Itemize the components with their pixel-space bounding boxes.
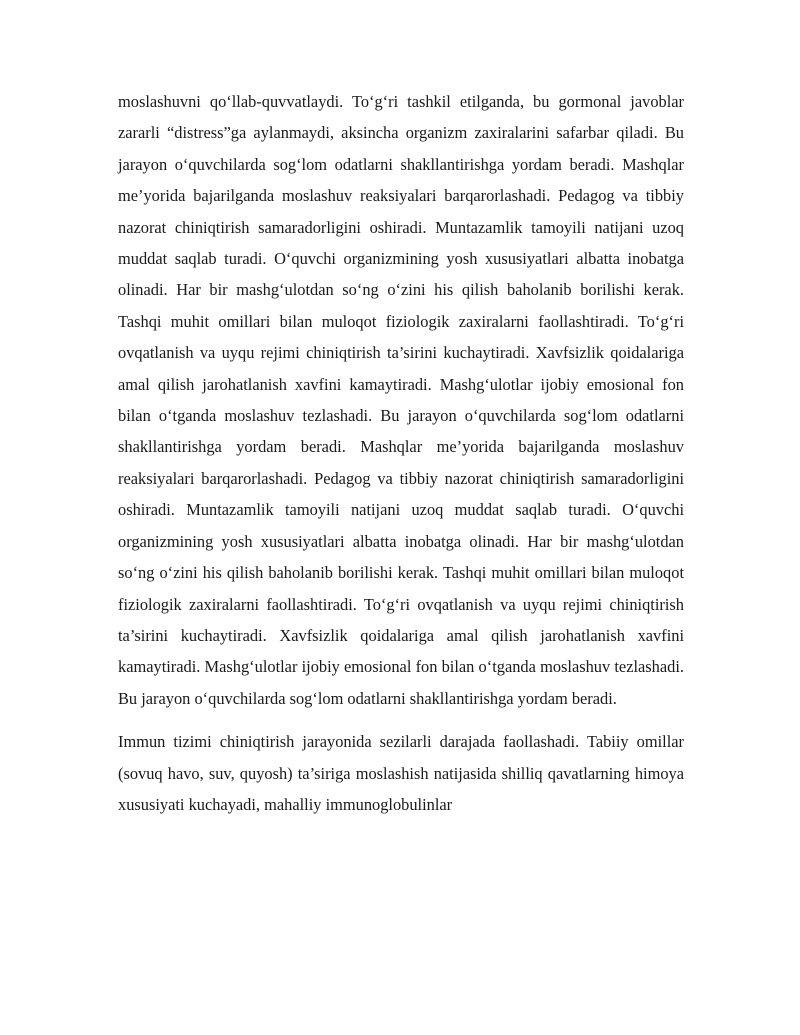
body-paragraph-2: Immun tizimi chiniqtirish jarayonida sezilarli darajada faollashadi. Tabiiy omillar (sovuq havo, suv, quyosh) ta’siriga moslashish natijasida shilliq qavatlarning himoya xususiyati kuchayadi, mahalliy immunoglobulinlar [118, 732, 684, 814]
body-paragraph-1: moslashuvni qo‘llab-quvvatlaydi. To‘g‘ri tashkil etilganda, bu gormonal javoblar zararli “distress”ga aylanmaydi, aksincha organizm zaxiralarini safarbar qiladi. Bu jarayon o‘quvchilarda sog‘lom odatlarni shakllantirishga yordam beradi. Mashqlar me’yorida bajarilganda moslashuv reaksiyalari barqarorlashadi. Pedagog va tibbiy nazorat chiniqtirish samaradorligini oshiradi. Muntazamlik tamoyili natijani uzoq muddat saqlab turadi. O‘quvchi organizmining yosh xususiyatlari albatta inobatga olinadi. Har bir mashg‘ulotdan so‘ng o‘zini his qilish baholanib borilishi kerak. Tashqi muhit omillari bilan muloqot fiziologik zaxiralarni faollashtiradi. To‘g‘ri ovqatlanish va uyqu rejimi chiniqtirish ta’sirini kuchaytiradi. Xavfsizlik qoidalariga amal qilish jarohatlanish xavfini kamaytiradi. Mashg‘ulotlar ijobiy emosional fon bilan o‘tganda moslashuv tezlashadi. Bu jarayon o‘quvchilarda sog‘lom odatlarni shakllantirishga yordam beradi. Mashqlar me’yorida bajarilganda moslashuv reaksiyalari barqarorlashadi. Pedagog va tibbiy nazorat chiniqtirish samaradorligini oshiradi. Muntazamlik tamoyili natijani uzoq muddat saqlab turadi. O‘quvchi organizmining yosh xususiyatlari albatta inobatga olinadi. Har bir mashg‘ulotdan so‘ng o‘zini his qilish baholanib borilishi kerak. Tashqi muhit omillari bilan muloqot fiziologik zaxiralarni faollashtiradi. To‘g‘ri ovqatlanish va uyqu rejimi chiniqtirish ta’sirini kuchaytiradi. Xavfsizlik qoidalariga amal qilish jarohatlanish xavfini kamaytiradi. Mashg‘ulotlar ijobiy emosional fon bilan o‘tganda moslashuv tezlashadi. Bu jarayon o‘quvchilarda sog‘lom odatlarni shakllantirishga yordam beradi. [118, 92, 684, 708]
document-body [118, 86, 684, 820]
